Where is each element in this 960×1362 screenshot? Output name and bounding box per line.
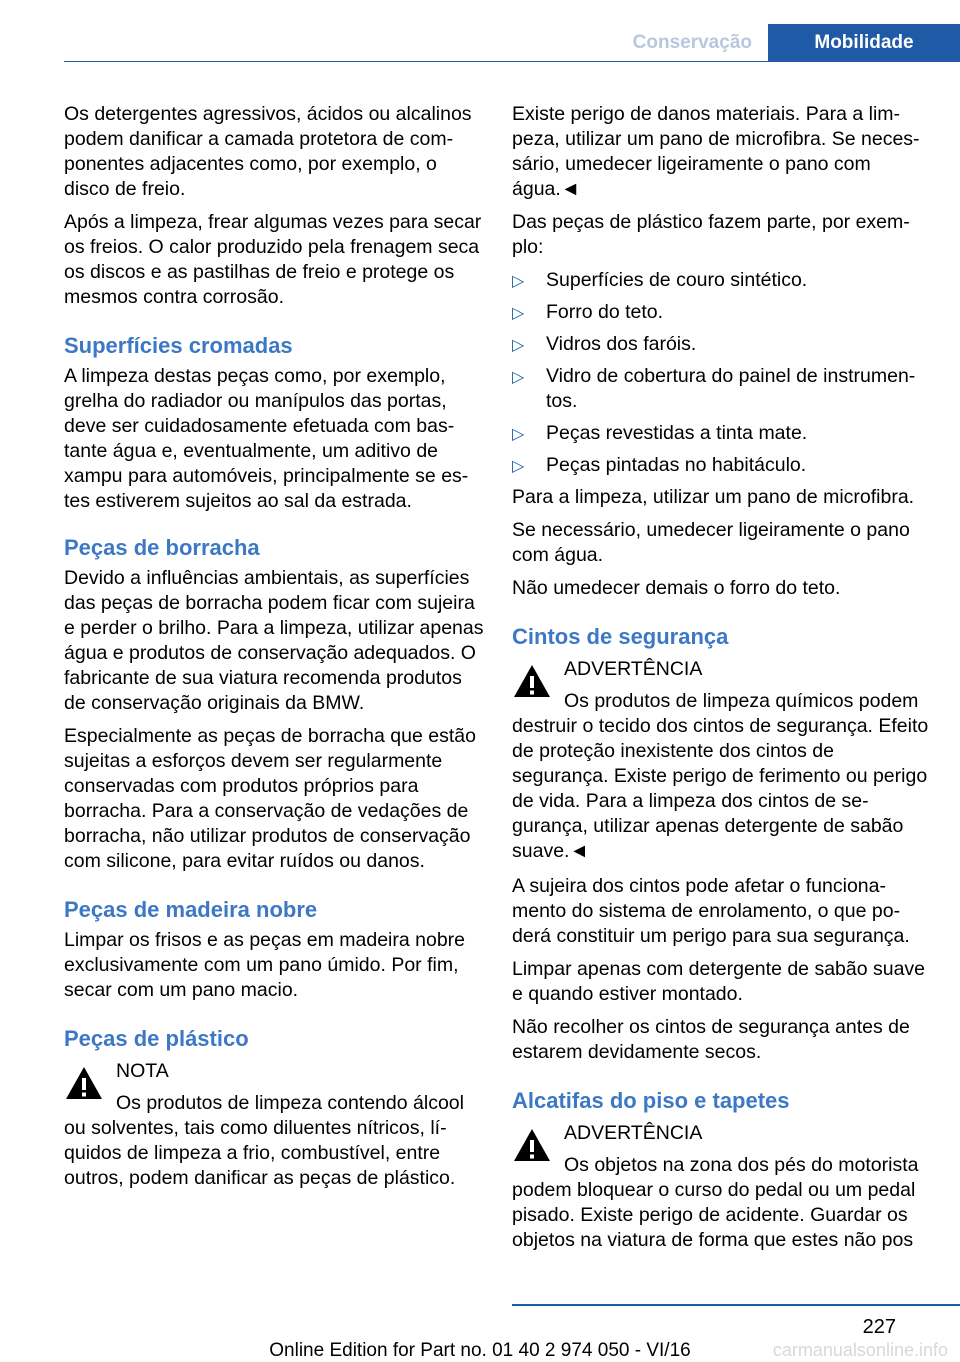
header-divider <box>64 61 960 62</box>
note-label: NOTA <box>116 1060 169 1082</box>
paragraph: Das peças de plástico fazem parte, por exemplo: <box>512 211 910 258</box>
list-item: ▷ Forro do teto. <box>512 300 930 325</box>
paragraph: Não recolher os cintos de segurança antes de estarem devidamente secos. <box>512 1016 910 1063</box>
paragraph: A sujeira dos cintos pode afetar o funcionamento do sistema de enrolamento, o que poderá constituir um perigo para sua segurança. <box>512 875 910 947</box>
warning-text: podem bloquear o curso do pedal ou um pedal pisado. Existe perigo de acidente. Guardar os objetos na viatura de forma que estes não pos <box>512 1179 916 1251</box>
triangle-bullet-icon: ▷ <box>512 305 525 322</box>
paragraph: A limpeza destas peças como, por exemplo, grelha do radiador ou manípulos das portas, deve ser cuidadosamente efetuada com bastante água e, eventualmente, um aditivo de xampu para automóveis, principalmente se estes estiverem sujeitos ao sal da estrada. <box>64 365 469 512</box>
section-heading-cintos: Cintos de segurança <box>512 624 729 649</box>
warning-triangle-icon <box>512 1127 552 1163</box>
list-item: ▷ Peças revestidas a tinta mate. <box>512 421 930 446</box>
warning-triangle-icon <box>64 1065 104 1101</box>
warning-first-line: Os produtos de limpeza químicos podem <box>564 690 919 712</box>
left-column <box>64 102 484 1201</box>
triangle-bullet-icon: ▷ <box>512 273 525 290</box>
footer-divider <box>512 1304 960 1306</box>
right-column <box>512 102 930 1263</box>
header-tabs <box>617 24 960 62</box>
list-item: ▷ Vidros dos faróis. <box>512 332 930 357</box>
warning-first-line: Os objetos na zona dos pés do motorista <box>564 1154 919 1176</box>
paragraph: Para a limpeza, utilizar um pano de microfibra. <box>512 486 915 508</box>
paragraph: Existe perigo de danos materiais. Para a limpeza, utilizar um pano de microfibra. Se necessário, umedecer ligeiramente o pano com água.◄ <box>512 103 920 200</box>
edition-footer: Online Edition for Part no. 01 40 2 974 050 - VI/16 <box>269 1340 691 1361</box>
list-item: ▷ Superfícies de couro sintético. <box>512 268 930 293</box>
section-heading-borracha: Peças de borracha <box>64 535 260 560</box>
paragraph: Especialmente as peças de borracha que estão sujeitas a esforços devem ser regularmente conservadas com produtos próprios para borracha. Para a conservação de vedações de borracha, não utilizar produtos de conservação com silicone, para evitar ruídos ou danos. <box>64 725 476 872</box>
paragraph: Limpar os frisos e as peças em madeira nobre exclusivamente com um pano úmido. Por fim, secar com um pano macio. <box>64 929 466 1001</box>
triangle-bullet-icon: ▷ <box>512 426 525 443</box>
warning-label: ADVERTÊNCIA <box>564 658 703 680</box>
warning-text: destruir o tecido dos cintos de segurança. Efeito de proteção inexistente dos cintos de segurança. Existe perigo de ferimento ou perigo de vida. Para a limpeza dos cintos de segurança, utilizar apenas detergente de sabão suave.◄ <box>512 715 929 862</box>
watermark: carmanualsonline.info <box>772 1340 948 1360</box>
warning-triangle-icon <box>512 663 552 699</box>
page-number: 227 <box>862 1316 896 1338</box>
note-text: ou solventes, tais como diluentes nítricos, líquidos de limpeza a frio, combustível, entre outros, podem danificar as peças de plástico. <box>64 1117 456 1189</box>
section-heading-alcatifas: Alcatifas do piso e tapetes <box>512 1088 790 1113</box>
section-heading-cromadas: Superfícies cromadas <box>64 333 293 358</box>
note-box <box>64 1059 484 1191</box>
paragraph: Devido a influências ambientais, as superfícies das peças de borracha podem ficar com sujeira e perder o brilho. Para a limpeza, utilizar apenas água e produtos de conservação adequados. O fabricante de sua viatura recomenda produtos de conservação originais da BMW. <box>64 567 484 714</box>
list-item: ▷ Peças pintadas no habitáculo. <box>512 453 930 478</box>
triangle-bullet-icon: ▷ <box>512 337 525 354</box>
bullet-list <box>512 268 930 478</box>
paragraph: Após a limpeza, frear algumas vezes para secar os freios. O calor produzido pela frenagem seca os discos e as pastilhas de freio e protege os mesmos contra corrosão. <box>64 211 482 308</box>
tab-mobilidade[interactable]: Mobilidade <box>768 24 960 62</box>
section-heading-madeira: Peças de madeira nobre <box>64 897 318 922</box>
paragraph: Limpar apenas com detergente de sabão suave e quando estiver montado. <box>512 958 926 1005</box>
triangle-bullet-icon: ▷ <box>512 369 525 386</box>
note-head <box>64 1059 484 1116</box>
warning-box <box>512 1121 930 1253</box>
note-first-line: Os produtos de limpeza contendo álcool <box>116 1092 464 1114</box>
tab-conservacao[interactable]: Conservação <box>632 32 752 53</box>
paragraph: Se necessário, umedecer ligeiramente o pano com água. <box>512 519 910 566</box>
triangle-bullet-icon: ▷ <box>512 458 525 475</box>
paragraph: Os detergentes agressivos, ácidos ou alcalinos podem danificar a camada protetora de componentes adjacentes como, por exemplo, o disco de freio. <box>64 103 472 200</box>
warning-label: ADVERTÊNCIA <box>564 1122 703 1144</box>
warning-head <box>512 657 930 714</box>
warning-head <box>512 1121 930 1178</box>
paragraph: Não umedecer demais o forro do teto. <box>512 577 841 599</box>
list-item: ▷ Vidro de cobertura do painel de instrumentos. <box>512 365 916 412</box>
warning-box <box>512 657 930 864</box>
section-heading-plastico: Peças de plástico <box>64 1026 249 1051</box>
